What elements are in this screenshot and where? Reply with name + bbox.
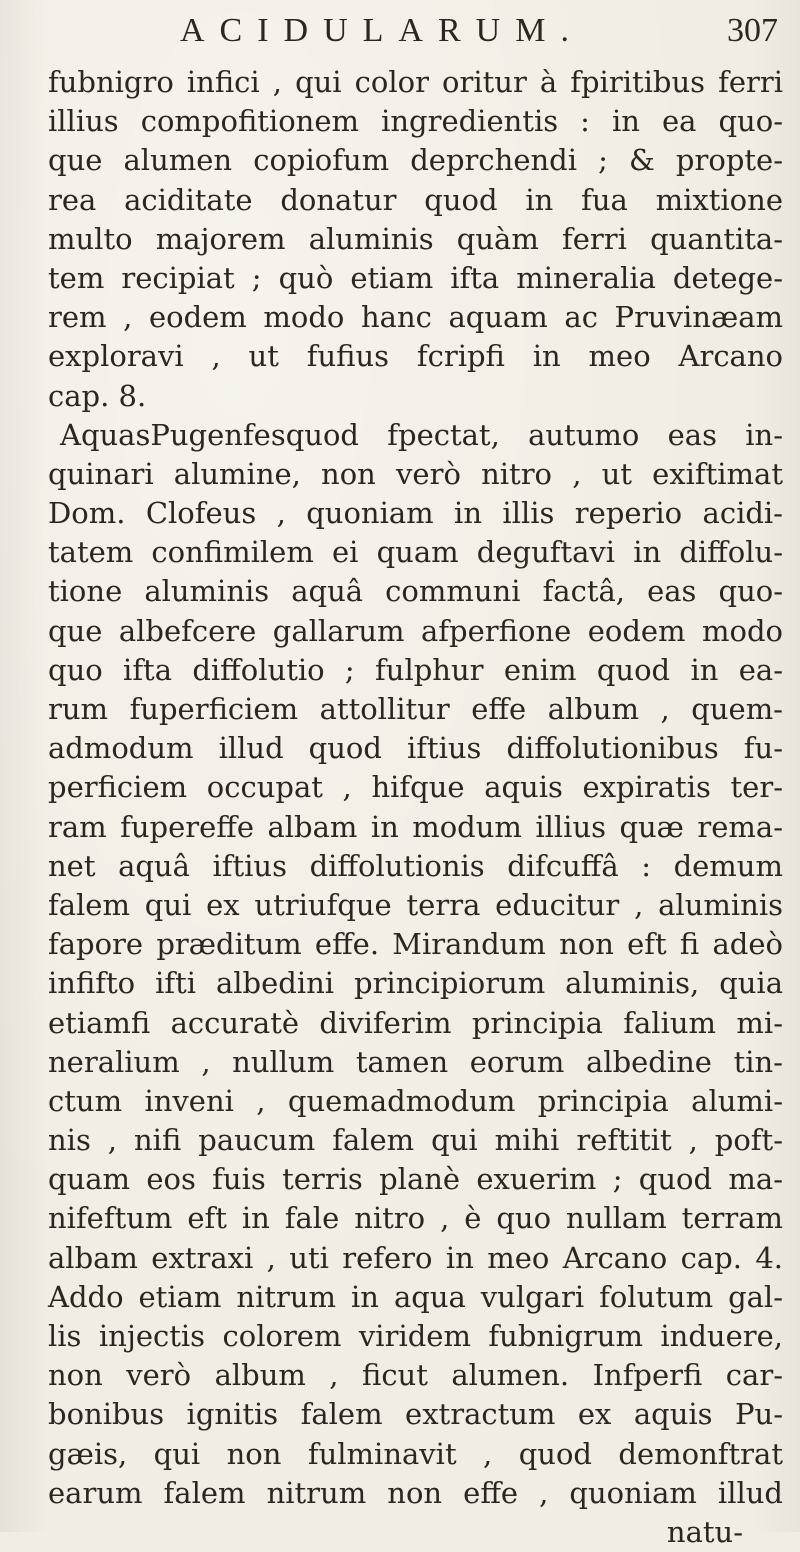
text-line-34: non verò album , ficut alumen. Infperfi car- [48,1358,783,1393]
text-line-16: quo ifta diffolutio ; fulphur enim quod in ea- [48,652,783,687]
text-line-30: nifeftum eft in fale nitro , è quo nullam terram [48,1201,783,1236]
catchword: natu- [666,1514,743,1549]
text-line-37: earum falem nitrum non effe , quoniam illud [48,1475,783,1510]
page-number: 307 [727,12,778,49]
text-line-28: nis , nifi paucum falem qui mihi reftitit , poft- [48,1123,783,1158]
text-line-17: rum fuperficiem attollitur effe album , quem- [48,692,783,726]
text-line-35: bonibus ignitis falem extractum ex aquis Pu- [48,1397,783,1432]
text-line-18: admodum illud quod iftius diffolutionibus fu- [48,731,783,766]
text-line-6: tem recipiat ; quò etiam ifta mineralia detege- [48,260,783,295]
text-line-5: multo majorem aluminis quàm ferri quantita- [48,221,783,256]
text-line-27: ctum inveni , quemadmodum principia alumi- [48,1083,783,1118]
text-line-8: exploravi , ut fufius fcripfi in meo Arcano [48,339,783,374]
text-line-21: net aquâ iftius diffolutionis difcuffâ : demum [48,848,783,883]
text-line-3: que alumen copiofum deprchendi ; & propte- [48,143,783,178]
text-line-13: tatem confimilem ei quam deguftavi in diffolu- [48,535,783,570]
text-line-26: neralium , nullum tamen eorum albedine tin- [48,1044,783,1079]
text-line-36: gæis, qui non fulminavit , quod demonftrat [48,1436,783,1471]
running-title: ACIDULARUM. [180,12,584,49]
text-line-20: ram fupereffe albam in modum illius quæ rema- [48,809,783,844]
text-line-22: falem qui ex utriufque terra educitur , aluminis [48,887,783,922]
text-line-9: cap. 8. [48,378,147,413]
text-line-15: que albefcere gallarum afperfione eodem modo [48,613,783,648]
text-line-14: tione aluminis aquâ communi factâ, eas quo- [48,574,783,609]
text-line-7: rem , eodem modo hanc aquam ac Pruvinæam [48,300,783,335]
text-line-24: infifto ifti albedini principiorum aluminis, quia [48,966,783,1001]
text-line-23: fapore præditum effe. Mirandum non eft fi adeò [48,927,783,962]
text-line-32: Addo etiam nitrum in aqua vulgari folutum gal- [48,1279,783,1314]
text-line-29: quam eos fuis terris planè exuerim ; quod ma- [48,1162,783,1197]
text-line-19: perficiem occupat , hifque aquis expiratis ter- [48,770,783,805]
text-line-2: illius compofitionem ingredientis : in ea quo- [48,104,783,139]
text-line-10: AquasPugenfesquod fpectat, autumo eas in- [60,417,783,452]
text-line-33: lis injectis colorem viridem fubnigrum induere, [48,1319,783,1353]
text-line-12: Dom. Clofeus , quoniam in illis reperio acidi- [48,496,783,531]
text-line-1: fubnigro infici , qui color oritur à fpiritibus ferri [48,65,783,99]
body-text [48,63,783,1552]
text-line-31: albam extraxi , uti refero in meo Arcano cap. 4. [48,1240,783,1275]
text-line-11: quinari alumine, non verò nitro , ut exiftimat [48,456,783,491]
text-line-25: etiamfi accuratè diviferim principia falium mi- [48,1005,783,1040]
text-line-4: rea aciditate donatur quod in fua mixtione [48,182,783,217]
